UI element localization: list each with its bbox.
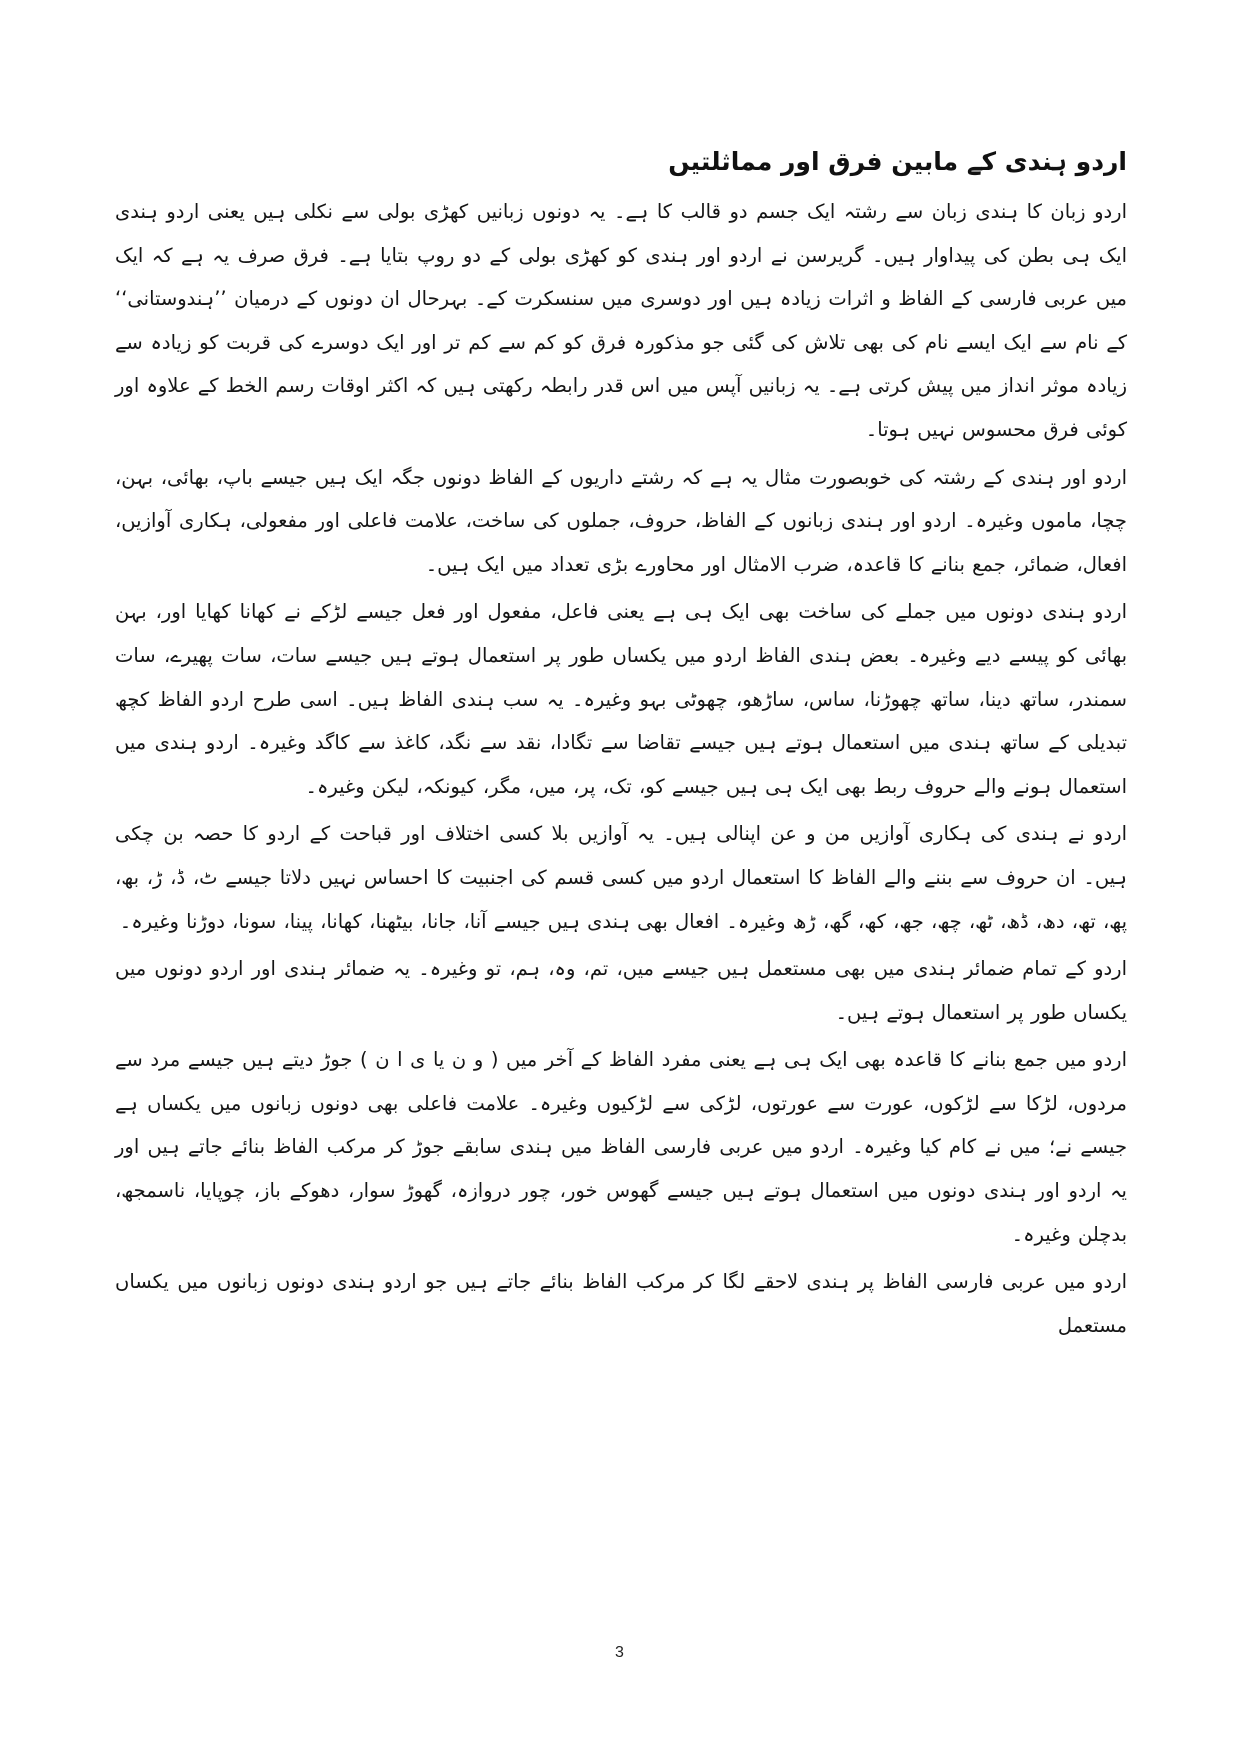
paragraph-2: اردو اور ہندی کے رشتہ کی خوبصورت مثال یہ ہے کہ رشتے داریوں کے الفاظ دونوں جگہ ایک ہیں جیسے باپ، بھائی، بہن، چچا، ماموں وغیرہ۔ اردو اور ہندی زبانوں کے الفاظ، حروف، جملوں کی ساخت، علامت فاعلی اور مفعولی، ہکاری آوازیں، افعال، ضمائر، جمع بنانے کا قاعدہ، ضرب الامثال اور محاورے بڑی تعداد میں ایک ہیں۔: [115, 465, 1127, 576]
paragraph-7: اردو میں عربی فارسی الفاظ پر ہندی لاحقے لگا کر مرکب الفاظ بنائے جاتے ہیں جو اردو ہندی دونوں زبانوں میں یکساں مستعمل: [115, 1270, 1127, 1337]
document-heading: اردو ہندی کے مابین فرق اور مماثلتیں: [668, 147, 1127, 176]
paragraph-1: اردو زبان کا ہندی زبان سے رشتہ ایک جسم دو قالب کا ہے۔ یہ دونوں زبانیں کھڑی بولی سے نکلی ہیں یعنی اردو ہندی ایک ہی بطن کی پیداوار ہیں۔ گریرسن نے اردو اور ہندی کو کھڑی بولی کے دو روپ بتایا ہے۔ فرق صرف یہ ہے کہ ایک میں عربی فارسی کے الفاظ و اثرات زیادہ ہیں اور دوسری میں سنسکرت کے۔ بہرحال ان دونوں کے درمیان ’’ہندوستانی‘‘ کے نام سے ایک ایسے نام کی بھی تلاش کی گئی جو مذکورہ فرق کو کم سے کم تر اور ایک دوسرے کی قربت کو زیادہ سے زیادہ موثر انداز میں پیش کرتی ہے۔ یہ زبانیں آپس میں اس قدر رابطہ رکھتی ہیں کہ اکثر اوقات رسم الخط کے علاوہ اور کوئی فرق محسوس نہیں ہوتا۔: [115, 200, 1127, 441]
paragraph-5: اردو کے تمام ضمائر ہندی میں بھی مستعمل ہیں جیسے میں، تم، وہ، ہم، تو وغیرہ۔ یہ ضمائر ہندی اور اردو دونوں میں یکساں طور پر استعمال ہوتے ہیں۔: [115, 957, 1127, 1024]
page-number: 3: [615, 1644, 624, 1661]
document-body: [115, 140, 1127, 1351]
paragraph-4: اردو نے ہندی کی ہکاری آوازیں من و عن اپنالی ہیں۔ یہ آوازیں بلا کسی اختلاف اور قباحت کے اردو کا حصہ بن چکی ہیں۔ ان حروف سے بننے والے الفاظ کا استعمال اردو میں کسی قسم کی اجنبیت کا احساس نہیں دلاتا جیسے ٹ، ڈ، ڑ، بھ، پھ، تھ، دھ، ڈھ، ٹھ، چھ، جھ، کھ، گھ، ڑھ وغیرہ۔ افعال بھی ہندی ہیں جیسے آنا، جانا، بیٹھنا، کھانا، پینا، سونا، دوڑنا وغیرہ۔: [115, 822, 1127, 933]
paragraph-3: اردو ہندی دونوں میں جملے کی ساخت بھی ایک ہی ہے یعنی فاعل، مفعول اور فعل جیسے لڑکے نے کھانا کھایا اور، بہن بھائی کو پیسے دیے وغیرہ۔ بعض ہندی الفاظ اردو میں یکساں طور پر استعمال ہوتے ہیں جیسے سات، سات پھیرے، سات سمندر، ساتھ دینا، ساتھ چھوڑنا، ساس، ساڑھو، چھوٹی بہو وغیرہ۔ یہ سب ہندی الفاظ ہیں۔ اسی طرح اردو الفاظ کچھ تبدیلی کے ساتھ ہندی میں استعمال ہوتے ہیں جیسے تقاضا سے تگادا، نقد سے نگد، کاغذ سے کاگد وغیرہ۔ اردو ہندی میں استعمال ہونے والے حروف ربط بھی ایک ہی ہیں جیسے کو، تک، پر، میں، مگر، کیونکہ، لیکن وغیرہ۔: [115, 600, 1127, 798]
paragraph-6: اردو میں جمع بنانے کا قاعدہ بھی ایک ہی ہے یعنی مفرد الفاظ کے آخر میں ( و ن یا ی ا ن ) جوڑ دیتے ہیں جیسے مرد سے مردوں، لڑکا سے لڑکوں، عورت سے عورتوں، لڑکی سے لڑکیوں وغیرہ۔ علامت فاعلی بھی دونوں زبانوں میں یکساں ہے جیسے نے؛ میں نے کام کیا وغیرہ۔ اردو میں عربی فارسی الفاظ میں ہندی سابقے جوڑ کر مرکب الفاظ بنائے جاتے ہیں اور یہ اردو اور ہندی دونوں میں استعمال ہوتے ہیں جیسے گھوس خور، چور دروازہ، گھوڑ سوار، دھوکے باز، چوپایا، ناسمجھ، بدچلن وغیرہ۔: [115, 1048, 1127, 1246]
